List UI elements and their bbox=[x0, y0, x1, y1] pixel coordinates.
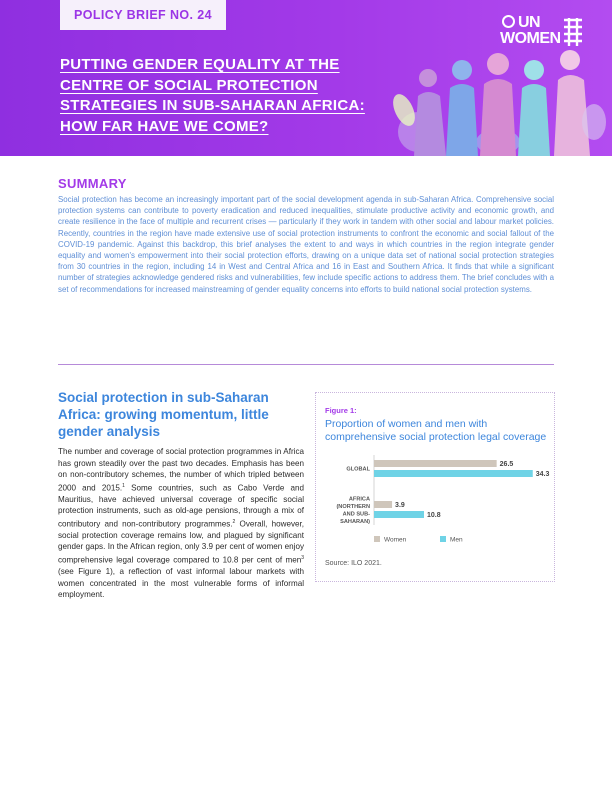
brief-title bbox=[60, 55, 390, 137]
body-text: Some countries, such as Cabo Verde and Mauritius, have achieved universal coverage of specific social protection instruments, such as old-age pensions, through a mix of contributory and non-contributory programmes. bbox=[58, 483, 305, 529]
policy-brief-tab: POLICY BRIEF NO. 24 bbox=[60, 0, 226, 30]
footnote-ref: 1 bbox=[122, 482, 125, 489]
category-label: GLOBAL bbox=[346, 466, 370, 473]
title-line: CENTRE OF SOCIAL PROTECTION bbox=[60, 76, 318, 94]
body-text: Overall, however, social protection coverage remains low, and plagued by significant gender gaps. In the African region, only 3.9 per cent of women enjoy comprehensive legal coverage compared to 10.8 per cent of men bbox=[58, 519, 304, 565]
section-divider bbox=[58, 364, 554, 365]
bar-women bbox=[374, 501, 392, 508]
footnote-ref: 2 bbox=[232, 518, 236, 525]
bar-women bbox=[374, 460, 497, 467]
body-text: The number and coverage of social protection programmes in Africa has grown steadily over the past two decades. Emphasis has been on non-contributory schemes, the number of which tripled between 2000 and 2015. bbox=[58, 447, 304, 493]
summary-text: Social protection has become an increasingly important part of the social development agenda in sub-Saharan Africa. Comprehensive social protection systems can contribute to poverty eradication and reduced inequalities, stimulate productive activity and economic growth, and create resilience in the face of multiple and recurrent crises — particularly if they work in tandem with other social and labour market policies. Recently, countries in the region have made extensive use of social protection instruments to confront the economic and social fallout of the COVID-19 pandemic. Against this backdrop, this brief analyses the extent to and ways in which countries in the region integrate gender equality and women's empowerment into their social protection efforts, drawing on a unique data set of national social protection strategies from 30 countries in the region, including 14 in West and Central Africa and 16 in East and Southern Africa. It finds that while a significant number of strategies acknowledge gendered risks and vulnerabilities, few include specific actions to address them. The brief concludes with a set of recommendations for increased mainstreaming of gender equality concerns into efforts to build national social protection systems. bbox=[58, 195, 554, 294]
figure-label: Figure 1: bbox=[325, 406, 357, 415]
legend-label: Men bbox=[450, 536, 463, 544]
title-line: HOW FAR HAVE WE COME? bbox=[60, 117, 269, 135]
figure-title: Proportion of women and men with comprehensive social protection legal coverage bbox=[325, 418, 547, 443]
data-label: 26.5 bbox=[499, 461, 514, 468]
logo-women-text: WOMEN bbox=[500, 30, 561, 47]
bar-men bbox=[374, 470, 533, 477]
footnote-ref: 3 bbox=[301, 554, 304, 561]
logo-line1: UN bbox=[518, 14, 541, 31]
legend-label: Women bbox=[384, 536, 407, 544]
title-line: PUTTING GENDER EQUALITY AT THE bbox=[60, 56, 340, 73]
figure-box bbox=[315, 392, 555, 582]
header-banner bbox=[0, 0, 612, 156]
globe-icon bbox=[502, 15, 515, 28]
bar-men bbox=[374, 511, 424, 518]
data-label: 10.8 bbox=[426, 512, 441, 519]
section-heading: Social protection in sub-Saharan Africa: growing momentum, little gender analysis bbox=[58, 390, 269, 439]
data-label: 3.9 bbox=[395, 502, 405, 509]
coverage-bar-chart bbox=[316, 451, 556, 551]
data-label: 34.3 bbox=[535, 471, 550, 478]
legend-swatch bbox=[374, 536, 380, 542]
figure-source: Source: ILO 2021. bbox=[325, 560, 382, 567]
women-group-illustration bbox=[380, 40, 612, 156]
title-line: STRATEGIES IN SUB-SAHARAN AFRICA: bbox=[60, 97, 365, 114]
legend-swatch bbox=[440, 536, 446, 542]
summary-heading: SUMMARY bbox=[58, 176, 127, 191]
category-label: AFRICA (NORTHERN AND SUB-SAHARAN) bbox=[336, 496, 370, 525]
body-paragraph bbox=[58, 446, 304, 601]
body-text: (see Figure 1), a reflection of vast informal labour markets with women concentrated in the most vulnerable forms of informal employment. bbox=[58, 567, 304, 600]
